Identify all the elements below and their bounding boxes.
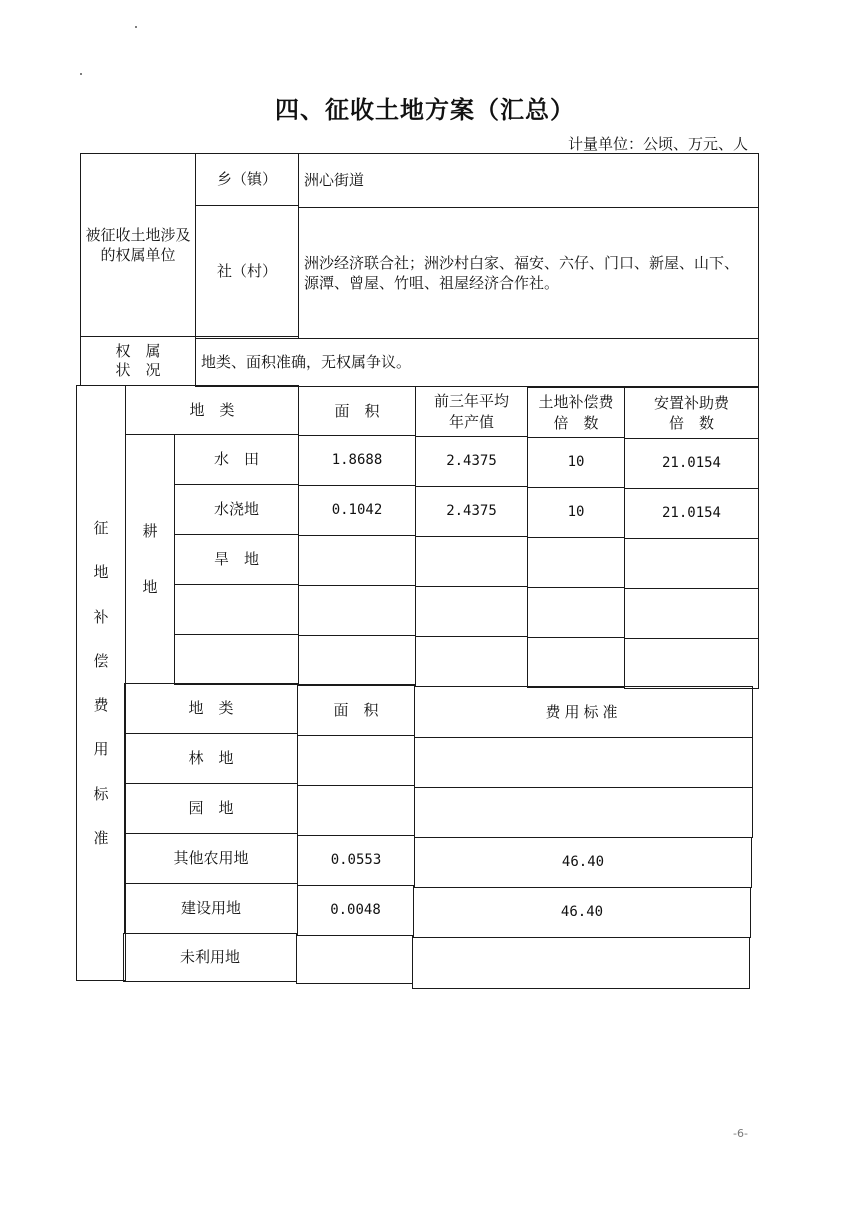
cell-avg-output bbox=[415, 586, 528, 637]
cell-area: 1.8688 bbox=[298, 435, 416, 486]
ownership-units-label: 被征收土地涉及的权属单位 bbox=[80, 153, 196, 337]
scan-speck bbox=[135, 26, 137, 28]
page-number: -6- bbox=[733, 1127, 748, 1140]
label-char: 耕 bbox=[142, 521, 158, 540]
ownership-status-label bbox=[80, 336, 196, 386]
cell-land-comp-multiple bbox=[527, 587, 625, 638]
cell-resettlement-multiple bbox=[624, 588, 759, 639]
cell-area bbox=[298, 635, 416, 686]
cultivated-land-label bbox=[125, 434, 175, 684]
township-label: 乡（镇） bbox=[195, 153, 299, 206]
label-char: 补 bbox=[93, 607, 109, 626]
cell-land-comp-multiple bbox=[527, 637, 625, 688]
cell-area bbox=[298, 585, 416, 636]
cell-fee-standard: 46.40 bbox=[413, 887, 751, 938]
cell-fee-standard: 46.40 bbox=[414, 837, 752, 888]
unit-label: 计量单位：公顷、万元、人 bbox=[567, 135, 748, 153]
township-value: 洲心街道 bbox=[298, 153, 759, 208]
label-char: 偿 bbox=[93, 651, 109, 670]
label-char: 地 bbox=[142, 578, 158, 596]
cell-fee-standard bbox=[414, 787, 753, 838]
label-char: 准 bbox=[93, 828, 109, 847]
cell-area bbox=[297, 735, 415, 786]
header-fee-standard: 费用标准 bbox=[414, 686, 753, 738]
ownership-status-value: 地类、面积准确，无权属争议。 bbox=[195, 338, 759, 387]
cell-land-comp-multiple bbox=[527, 537, 625, 588]
cell-land-type bbox=[174, 634, 299, 685]
header-area: 面 积 bbox=[298, 386, 416, 436]
cell-land-type: 其他农用地 bbox=[124, 833, 298, 884]
cell-resettlement-multiple: 21.0154 bbox=[624, 488, 759, 539]
page-title: 四、征收土地方案（汇总） bbox=[275, 96, 575, 124]
cell-resettlement-multiple bbox=[624, 538, 759, 589]
cell-fee-standard bbox=[412, 937, 750, 989]
header-land-comp-multiple: 土地补偿费倍 数 bbox=[527, 387, 625, 438]
header-area: 面 积 bbox=[297, 684, 415, 736]
label-char: 征 bbox=[93, 519, 109, 537]
header-land-type: 地 类 bbox=[124, 683, 298, 734]
cell-avg-output: 2.4375 bbox=[415, 486, 528, 537]
cell-land-type: 水浇地 bbox=[174, 484, 299, 535]
ownership-status-label-line2: 状 况 bbox=[115, 361, 161, 379]
cell-resettlement-multiple: 21.0154 bbox=[624, 438, 759, 489]
header-avg-output: 前三年平均年产值 bbox=[415, 386, 528, 437]
village-value: 洲沙经济联合社；洲沙村白家、福安、六仔、门口、新屋、山下、源潭、曾屋、竹咀、祖屋经济合作社。 bbox=[298, 207, 759, 339]
cell-area bbox=[297, 785, 415, 836]
cell-area: 0.0553 bbox=[297, 835, 415, 886]
cell-area: 0.1042 bbox=[298, 485, 416, 536]
cell-land-type: 未利用地 bbox=[123, 933, 297, 982]
ownership-status-label-line1: 权 属 bbox=[115, 341, 161, 360]
label-char: 标 bbox=[93, 784, 109, 803]
cell-land-type: 林 地 bbox=[124, 733, 298, 784]
compensation-standard-label bbox=[76, 385, 126, 981]
cell-avg-output: 2.4375 bbox=[415, 436, 528, 487]
cell-land-type: 旱 地 bbox=[174, 534, 299, 585]
scan-speck bbox=[80, 73, 82, 75]
cell-area: 0.0048 bbox=[297, 885, 414, 936]
cell-land-type bbox=[174, 584, 299, 635]
cell-avg-output bbox=[415, 636, 528, 687]
cell-land-type: 园 地 bbox=[124, 783, 298, 834]
cell-avg-output bbox=[415, 536, 528, 587]
header-land-type: 地 类 bbox=[125, 385, 299, 435]
cell-land-comp-multiple: 10 bbox=[527, 437, 625, 488]
cell-land-type: 水 田 bbox=[174, 434, 299, 485]
label-char: 用 bbox=[93, 740, 109, 759]
cell-fee-standard bbox=[414, 737, 753, 788]
label-char: 地 bbox=[93, 563, 109, 582]
cell-land-comp-multiple: 10 bbox=[527, 487, 625, 538]
cell-area bbox=[296, 935, 413, 984]
label-char: 费 bbox=[93, 696, 109, 714]
cell-land-type: 建设用地 bbox=[124, 883, 298, 934]
header-resettlement-multiple: 安置补助费倍 数 bbox=[624, 387, 759, 439]
village-label: 社（村） bbox=[195, 205, 299, 337]
cell-area bbox=[298, 535, 416, 586]
cell-resettlement-multiple bbox=[624, 638, 759, 689]
